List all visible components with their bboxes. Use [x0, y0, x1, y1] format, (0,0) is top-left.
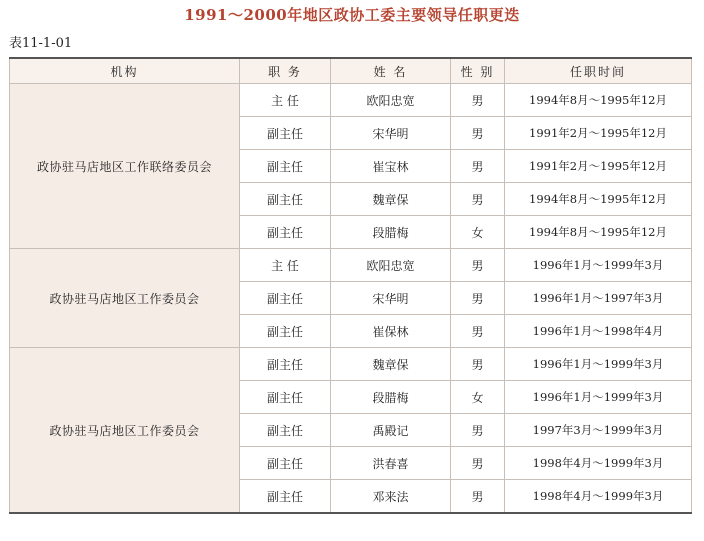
name-cell: 欧阳忠宽 — [331, 84, 451, 117]
gender-cell: 女 — [451, 381, 505, 414]
position-cell: 主 任 — [240, 249, 331, 282]
position-cell: 副主任 — [240, 183, 331, 216]
name-cell: 宋华明 — [331, 117, 451, 150]
leadership-table — [9, 57, 692, 514]
header-org: 机构 — [10, 58, 240, 84]
org-cell: 政协驻马店地区工作委员会 — [10, 249, 240, 348]
period-cell: 1996年1月～1999年3月 — [505, 249, 692, 282]
header-position: 职 务 — [240, 58, 331, 84]
name-cell: 欧阳忠宽 — [331, 249, 451, 282]
gender-cell: 男 — [451, 348, 505, 381]
name-cell: 段腊梅 — [331, 381, 451, 414]
period-cell: 1997年3月～1999年3月 — [505, 414, 692, 447]
position-cell: 主 任 — [240, 84, 331, 117]
position-cell: 副主任 — [240, 150, 331, 183]
position-cell: 副主任 — [240, 348, 331, 381]
name-cell: 宋华明 — [331, 282, 451, 315]
header-gender: 性 别 — [451, 58, 505, 84]
name-cell: 邓来法 — [331, 480, 451, 514]
header-name: 姓 名 — [331, 58, 451, 84]
gender-cell: 男 — [451, 117, 505, 150]
position-cell: 副主任 — [240, 480, 331, 514]
table-body — [10, 84, 692, 514]
period-cell: 1996年1月～1999年3月 — [505, 381, 692, 414]
position-cell: 副主任 — [240, 381, 331, 414]
period-cell: 1991年2月～1995年12月 — [505, 150, 692, 183]
name-cell: 段腊梅 — [331, 216, 451, 249]
period-cell: 1994年8月～1995年12月 — [505, 84, 692, 117]
gender-cell: 女 — [451, 216, 505, 249]
name-cell: 禹殿记 — [331, 414, 451, 447]
org-cell: 政协驻马店地区工作委员会 — [10, 348, 240, 514]
position-cell: 副主任 — [240, 414, 331, 447]
period-cell: 1991年2月～1995年12月 — [505, 117, 692, 150]
gender-cell: 男 — [451, 480, 505, 514]
period-cell: 1996年1月～1999年3月 — [505, 348, 692, 381]
page-title: 1991～2000年地区政协工委主要领导任职更迭 — [184, 6, 520, 24]
table-row — [10, 84, 692, 117]
position-cell: 副主任 — [240, 282, 331, 315]
name-cell: 魏章保 — [331, 183, 451, 216]
position-cell: 副主任 — [240, 447, 331, 480]
position-cell: 副主任 — [240, 216, 331, 249]
header-row — [10, 58, 692, 84]
name-cell: 洪春喜 — [331, 447, 451, 480]
name-cell: 魏章保 — [331, 348, 451, 381]
gender-cell: 男 — [451, 315, 505, 348]
position-cell: 副主任 — [240, 117, 331, 150]
table-row — [10, 348, 692, 381]
gender-cell: 男 — [451, 249, 505, 282]
org-cell: 政协驻马店地区工作联络委员会 — [10, 84, 240, 249]
period-cell: 1994年8月～1995年12月 — [505, 183, 692, 216]
gender-cell: 男 — [451, 84, 505, 117]
period-cell: 1998年4月～1999年3月 — [505, 447, 692, 480]
name-cell: 崔保林 — [331, 315, 451, 348]
gender-cell: 男 — [451, 447, 505, 480]
header-period: 任职时间 — [505, 58, 692, 84]
name-cell: 崔宝林 — [331, 150, 451, 183]
period-cell: 1996年1月～1998年4月 — [505, 315, 692, 348]
gender-cell: 男 — [451, 150, 505, 183]
position-cell: 副主任 — [240, 315, 331, 348]
table-number: 表11-1-01 — [9, 36, 73, 51]
period-cell: 1994年8月～1995年12月 — [505, 216, 692, 249]
gender-cell: 男 — [451, 183, 505, 216]
gender-cell: 男 — [451, 282, 505, 315]
period-cell: 1998年4月～1999年3月 — [505, 480, 692, 514]
table-row — [10, 249, 692, 282]
period-cell: 1996年1月～1997年3月 — [505, 282, 692, 315]
gender-cell: 男 — [451, 414, 505, 447]
